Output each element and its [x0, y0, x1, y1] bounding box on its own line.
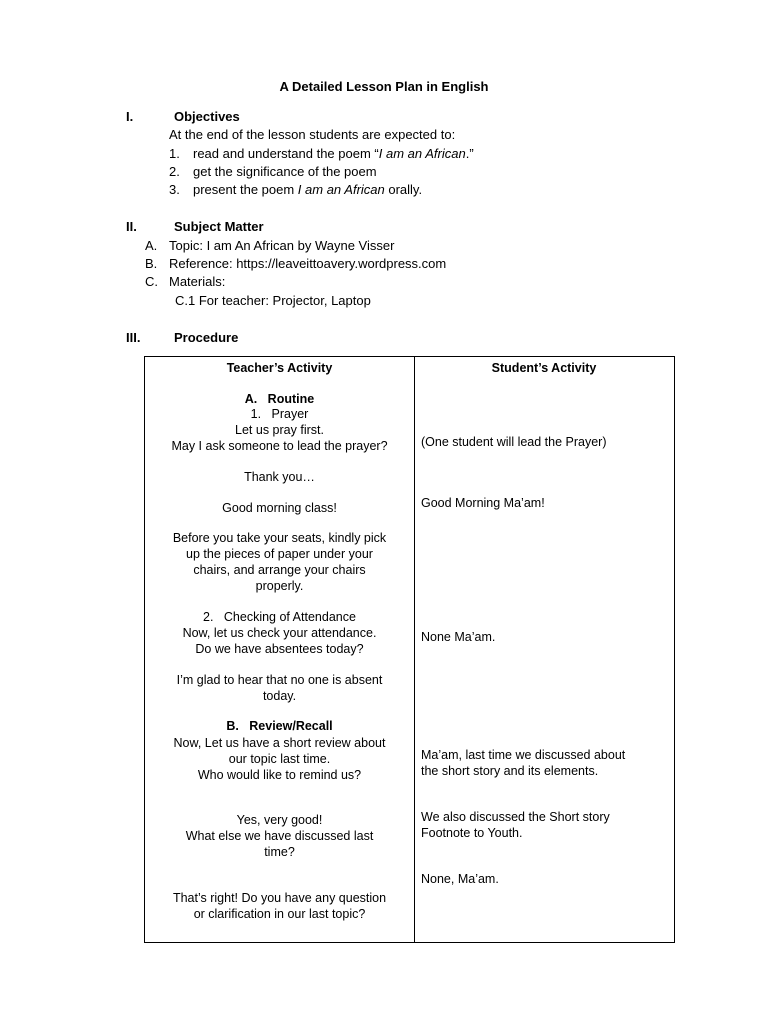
prayer-heading: 1. Prayer [250, 407, 309, 421]
objectives-intro: At the end of the lesson students are expected to: [169, 127, 456, 142]
section-number: III. [126, 330, 141, 345]
subject-sub-item: C.1 For teacher: Projector, Laptop [175, 293, 371, 308]
teacher-line: Yes, very good! [236, 813, 323, 827]
teacher-line: Now, let us check your attendance. [182, 626, 377, 640]
list-number: 1. [169, 146, 180, 161]
list-number: 2. [169, 164, 180, 179]
list-number: 3. [169, 182, 180, 197]
teacher-line: up the pieces of paper under your [186, 547, 373, 561]
list-letter: A. [145, 238, 158, 253]
student-line: Ma’am, last time we discussed about [421, 748, 626, 762]
attendance-heading: 2. Checking of Attendance [203, 610, 356, 624]
teacher-line: or clarification in our last topic? [193, 907, 366, 921]
student-line: the short story and its elements. [421, 764, 599, 778]
teacher-column-header: Teacher’s Activity [226, 361, 333, 375]
section-heading: Objectives [174, 109, 240, 124]
section-number: II. [126, 219, 137, 234]
teacher-line: properly. [255, 579, 304, 593]
procedure-table [144, 356, 675, 943]
teacher-line: That’s right! Do you have any question [172, 891, 387, 905]
teacher-line: Before you take your seats, kindly pick [172, 531, 387, 545]
student-line: None, Ma’am. [421, 872, 499, 886]
student-column-header: Student’s Activity [491, 361, 597, 375]
teacher-line: Do we have absentees today? [195, 642, 364, 656]
column-divider [414, 357, 415, 942]
student-line: Footnote to Youth. [421, 826, 523, 840]
student-line: None Ma’am. [421, 630, 496, 644]
teacher-line: today. [262, 689, 297, 703]
student-line: Good Morning Ma’am! [421, 496, 545, 510]
list-letter: B. [145, 256, 158, 271]
teacher-line: Thank you… [244, 470, 315, 484]
teacher-line: Now, Let us have a short review about [173, 736, 386, 750]
teacher-line: Good morning class! [222, 501, 337, 515]
teacher-line: What else we have discussed last [185, 829, 374, 843]
teacher-line: May I ask someone to lead the prayer? [171, 439, 388, 453]
teacher-line: chairs, and arrange your chairs [193, 563, 366, 577]
list-letter: C. [145, 274, 158, 289]
routine-heading: A. Routine [244, 392, 315, 406]
review-heading: B. Review/Recall [226, 719, 333, 733]
student-line: We also discussed the Short story [421, 810, 610, 824]
teacher-line: time? [264, 845, 295, 859]
teacher-line: I’m glad to hear that no one is absent [176, 673, 383, 687]
document-title: A Detailed Lesson Plan in English [279, 79, 489, 94]
section-number: I. [126, 109, 134, 124]
section-heading: Subject Matter [174, 219, 264, 234]
section-heading: Procedure [174, 330, 239, 345]
student-line: (One student will lead the Prayer) [421, 435, 607, 449]
teacher-line: Let us pray first. [235, 423, 324, 437]
teacher-line: our topic last time. [228, 752, 331, 766]
teacher-line: Who would like to remind us? [197, 768, 362, 782]
